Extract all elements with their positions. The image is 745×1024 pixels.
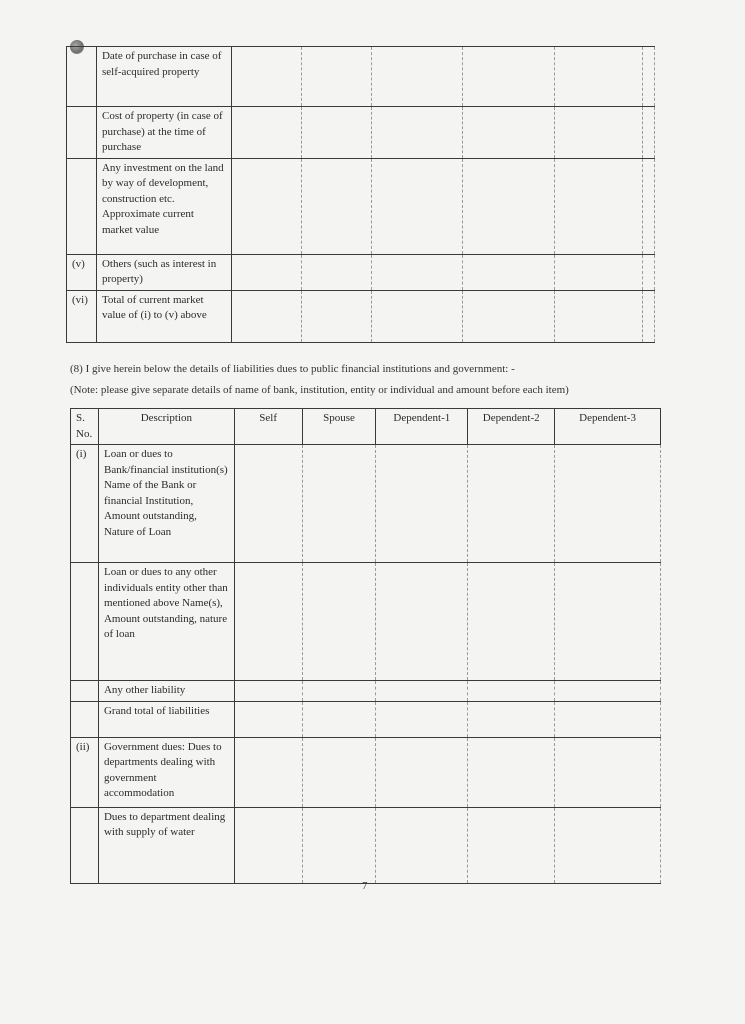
liabilities-table — [70, 408, 661, 884]
sno-cell: (v) — [67, 254, 97, 290]
sno-cell — [71, 701, 99, 737]
table-row — [67, 47, 655, 107]
table-row — [71, 681, 661, 702]
table-row — [67, 254, 655, 290]
description-cell: Any other liability — [98, 681, 234, 702]
header-dependent-3: Dependent-3 — [555, 409, 661, 445]
sno-cell — [71, 681, 99, 702]
description-cell: Loan or dues to Bank/financial institution(s) Name of the Bank or financial Institution, Amount outstanding, Nature of Loan — [98, 445, 234, 563]
description-cell: Others (such as interest in property) — [96, 254, 231, 290]
description-cell: Loan or dues to any other individuals entity other than mentioned above Name(s), Amount outstanding, nature of loan — [98, 563, 234, 681]
header-description: Description — [98, 409, 234, 445]
section-8-note: (Note: please give separate details of name of bank, institution, entity or individual and amount before each item) — [70, 384, 569, 396]
section-8-heading: (8) I give herein below the details of liabilities dues to public financial institutions and government: - — [70, 363, 515, 375]
header-dependent-1: Dependent-1 — [376, 409, 468, 445]
sno-cell — [67, 107, 97, 159]
table-row — [71, 445, 661, 563]
sno-cell — [67, 158, 97, 254]
table-row — [67, 158, 655, 254]
table-row — [67, 290, 655, 342]
header-sno: S. No. — [71, 409, 99, 445]
page-number: 7 — [362, 880, 368, 892]
sno-cell: (ii) — [71, 737, 99, 807]
header-self: Self — [234, 409, 302, 445]
description-cell: Any investment on the land by way of development, construction etc. Approximate current market value — [96, 158, 231, 254]
table-row — [67, 107, 655, 159]
header-spouse: Spouse — [302, 409, 376, 445]
table-header-row — [71, 409, 661, 445]
sno-cell — [71, 807, 99, 883]
sno-cell: (i) — [71, 445, 99, 563]
table-row — [71, 737, 661, 807]
description-cell: Dues to department dealing with supply of water — [98, 807, 234, 883]
immovable-assets-table — [66, 46, 655, 343]
sno-cell — [67, 47, 97, 107]
description-cell: Government dues: Dues to departments dealing with government accommodation — [98, 737, 234, 807]
table-row — [71, 701, 661, 737]
table-row — [71, 807, 661, 883]
description-cell: Total of current market value of (i) to (v) above — [96, 290, 231, 342]
table-row — [71, 563, 661, 681]
header-dependent-2: Dependent-2 — [468, 409, 555, 445]
sno-cell: (vi) — [67, 290, 97, 342]
description-cell: Grand total of liabilities — [98, 701, 234, 737]
description-cell: Date of purchase in case of self-acquired property — [96, 47, 231, 107]
sno-cell — [71, 563, 99, 681]
description-cell: Cost of property (in case of purchase) at the time of purchase — [96, 107, 231, 159]
